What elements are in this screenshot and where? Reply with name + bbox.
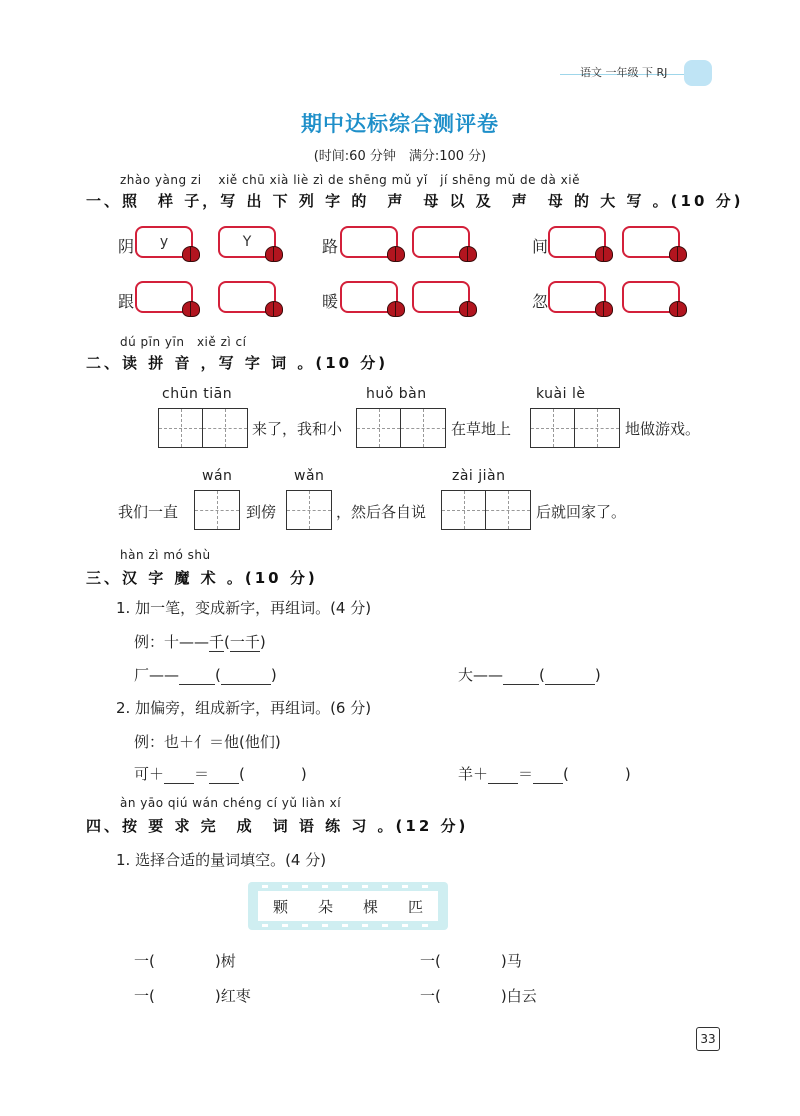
ladybug-icon — [595, 246, 613, 262]
header-subject: 语文 一年级 下 RJ — [580, 66, 668, 79]
q3-item2a: 可＋ ＝ ( ) — [134, 765, 307, 783]
writing-grid[interactable] — [530, 408, 620, 448]
measure-word: 朵 — [317, 897, 333, 916]
q2-text: ，然后各自说 — [336, 503, 427, 521]
q4-sub1: 1. 选择合适的量词填空。(4 分) — [116, 851, 327, 869]
blank-input[interactable] — [179, 668, 215, 685]
writing-grid[interactable] — [441, 490, 531, 530]
q2-text: 后就回家了。 — [536, 503, 627, 521]
ladybug-icon — [387, 246, 405, 262]
q3-example1: 例：十——千(一千) — [134, 633, 266, 651]
measure-word: 匹 — [407, 897, 423, 916]
blank-input[interactable] — [533, 767, 563, 784]
grid-pinyin: huǒ bàn — [366, 386, 427, 402]
grid-pinyin: zài jiàn — [452, 468, 506, 484]
q3-sub1: 1. 加一笔，变成新字，再组词。(4 分) — [116, 599, 372, 617]
q1-char: 阴 — [118, 237, 135, 256]
q1-char: 间 — [532, 237, 549, 256]
ladybug-icon — [182, 246, 200, 262]
page-number: 33 — [696, 1027, 720, 1051]
q4-pinyin: àn yāo qiú wán chéng cí yǔ liàn xí — [120, 796, 342, 810]
q2-text: 来了，我和小 — [252, 420, 343, 438]
q1-pinyin: zhào yàng zi xiě chū xià liè zì de shēng mǔ yǐ jí shēng mǔ de dà xiě — [120, 173, 580, 187]
grid-pinyin: chūn tiān — [162, 386, 233, 402]
q1-char: 忽 — [532, 292, 549, 311]
answer-card[interactable]: y — [135, 226, 193, 258]
blank-input[interactable] — [221, 668, 271, 685]
q3-example2: 例：也＋亻＝他(他们) — [134, 733, 281, 751]
ladybug-icon — [265, 301, 283, 317]
q1-heading: 一、照 样 子，写 出 下 列 字 的 声 母 以 及 声 母 的 大 写 。(10 分) — [86, 192, 744, 210]
q2-pinyin: dú pīn yīn xiě zì cí — [120, 335, 247, 349]
q3-heading: 三、汉 字 魔 术 。(10 分) — [86, 569, 318, 587]
q3-item1b: 大—— ( ) — [458, 666, 601, 684]
ladybug-icon — [459, 301, 477, 317]
bear-mascot-icon — [684, 60, 712, 86]
q2-text: 我们一直 — [118, 503, 179, 521]
writing-grid[interactable] — [356, 408, 446, 448]
grid-pinyin: wán — [202, 468, 233, 484]
writing-grid[interactable] — [158, 408, 248, 448]
grid-pinyin: kuài lè — [536, 386, 586, 402]
ladybug-icon — [387, 301, 405, 317]
q2-text: 在草地上 — [451, 420, 512, 438]
ladybug-icon — [459, 246, 477, 262]
q1-char: 跟 — [118, 292, 135, 311]
blank-input[interactable] — [164, 767, 194, 784]
q3-pinyin: hàn zì mó shù — [120, 548, 211, 562]
q2-text: 地做游戏。 — [625, 420, 701, 438]
q4-heading: 四、按 要 求 完 成 词 语 练 习 。(12 分) — [86, 817, 469, 835]
fill-item[interactable]: 一( )红枣 — [134, 987, 251, 1005]
answer-card[interactable]: Y — [218, 226, 276, 258]
writing-grid[interactable] — [286, 490, 332, 530]
page-title: 期中达标综合测评卷 — [301, 112, 499, 136]
q2-text: 到傍 — [246, 503, 277, 521]
ladybug-icon — [669, 301, 687, 317]
ladybug-icon — [182, 301, 200, 317]
q3-sub2: 2. 加偏旁，组成新字，再组词。(6 分) — [116, 699, 372, 717]
measure-word: 棵 — [362, 897, 378, 916]
q3-item1a: 厂—— ( ) — [134, 666, 277, 684]
q1-char: 暖 — [322, 292, 339, 311]
blank-input[interactable] — [545, 668, 595, 685]
q2-heading: 二、读 拼 音 ，写 字 词 。(10 分) — [86, 354, 389, 372]
ladybug-icon — [669, 246, 687, 262]
blank-input[interactable] — [488, 767, 518, 784]
q1-char: 路 — [322, 237, 339, 256]
measure-word: 颗 — [272, 897, 288, 916]
fill-item[interactable]: 一( )白云 — [420, 987, 537, 1005]
fill-item[interactable]: 一( )树 — [134, 952, 236, 970]
ladybug-icon — [265, 246, 283, 262]
fill-item[interactable]: 一( )马 — [420, 952, 522, 970]
ladybug-icon — [595, 301, 613, 317]
page-subtitle: (时间:60 分钟 满分:100 分) — [313, 149, 487, 164]
measure-word-box — [248, 882, 448, 930]
grid-pinyin: wǎn — [294, 468, 325, 484]
blank-input[interactable] — [209, 767, 239, 784]
writing-grid[interactable] — [194, 490, 240, 530]
blank-input[interactable] — [503, 668, 539, 685]
q3-item2b: 羊＋ ＝ ( ) — [458, 765, 631, 783]
